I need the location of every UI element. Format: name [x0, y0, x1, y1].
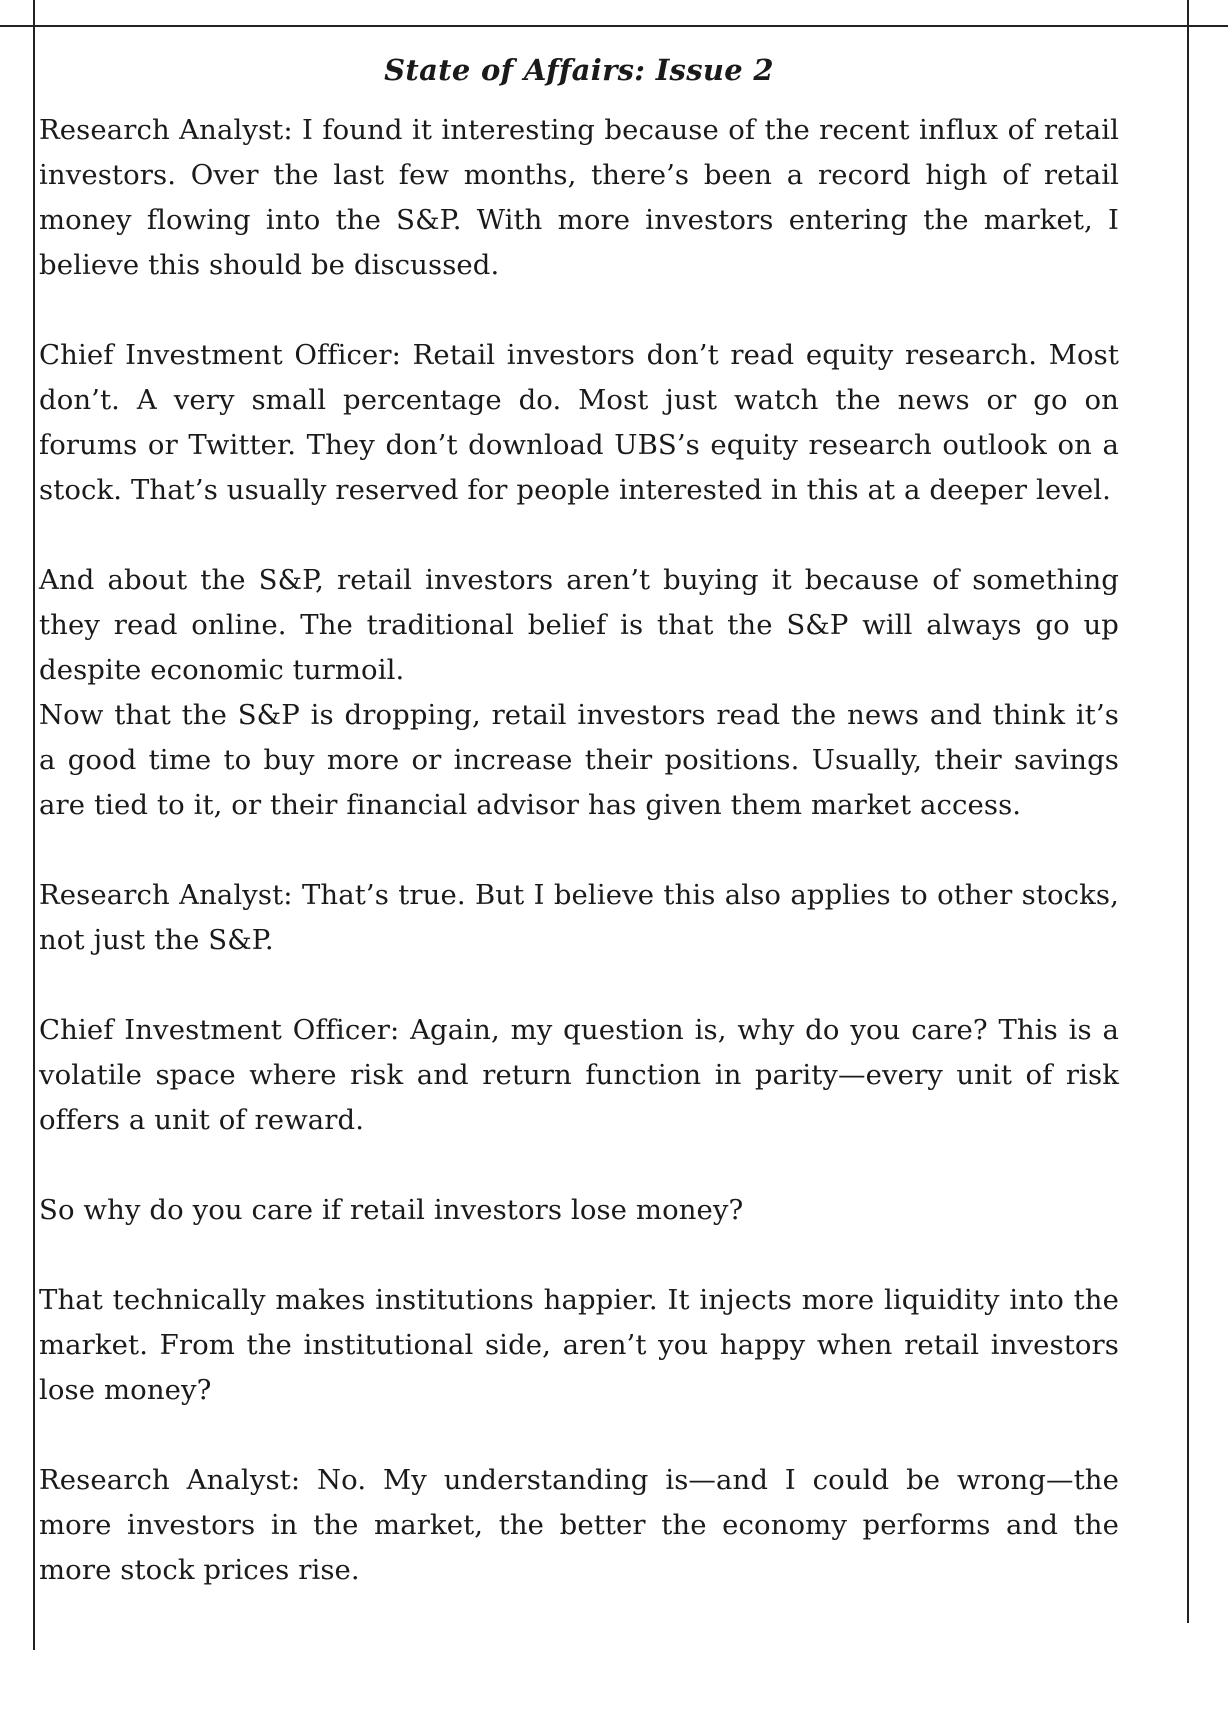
paragraph-gap [39, 1143, 1119, 1188]
page-title: State of Affairs: Issue 2 [384, 53, 774, 87]
paragraph-cio-sp-belief: And about the S&P, retail investors aren’t buying it because of something they read online. The traditional belief is that the S&P will always go up despite economic turmoil. [39, 564, 1119, 686]
paragraph-gap [39, 513, 1119, 558]
paragraph-gap [39, 1413, 1119, 1458]
paragraph-gap [39, 828, 1119, 873]
left-border-line [33, 0, 35, 1650]
paragraph-cio-why-care: Chief Investment Officer: Again, my question is, why do you care? This is a volatile space where risk and return function in parity—every unit of risk offers a unit of reward. [39, 1014, 1119, 1136]
paragraph-cio-question: So why do you care if retail investors lose money? [39, 1194, 744, 1226]
paragraph-analyst-response: Research Analyst: No. My understanding is—and I could be wrong—the more investors in the market, the better the economy performs and the more stock prices rise. [39, 1464, 1119, 1586]
paragraph-gap [39, 1233, 1119, 1278]
document-body [39, 50, 1119, 1593]
paragraph-cio-liquidity: That technically makes institutions happier. It injects more liquidity into the market. From the institutional side, aren’t you happy when retail investors lose money? [39, 1284, 1119, 1406]
right-border-line [1187, 0, 1189, 1623]
paragraph-analyst-other-stocks: Research Analyst: That’s true. But I believe this also applies to other stocks, not just the S&P. [39, 879, 1119, 956]
paragraph-cio-sp-dropping: Now that the S&P is dropping, retail investors read the news and think it’s a good time to buy more or increase their positions. Usually, their savings are tied to it, or their financial advisor has given them market access. [39, 699, 1119, 821]
top-border-line [0, 25, 1228, 27]
paragraph-gap [39, 288, 1119, 333]
paragraph-cio-retail-research: Chief Investment Officer: Retail investors don’t read equity research. Most don’t. A very small percentage do. Most just watch the news or go on forums or Twitter. They don’t download UBS’s equity research outlook on a stock. That’s usually reserved for people interested in this at a deeper level. [39, 339, 1119, 506]
paragraph-gap [39, 963, 1119, 1008]
paragraph-analyst-intro: Research Analyst: I found it interesting because of the recent influx of retail investors. Over the last few months, there’s been a record high of retail money flowing into the S&P. With more investors entering the market, I believe this should be discussed. [39, 114, 1119, 281]
